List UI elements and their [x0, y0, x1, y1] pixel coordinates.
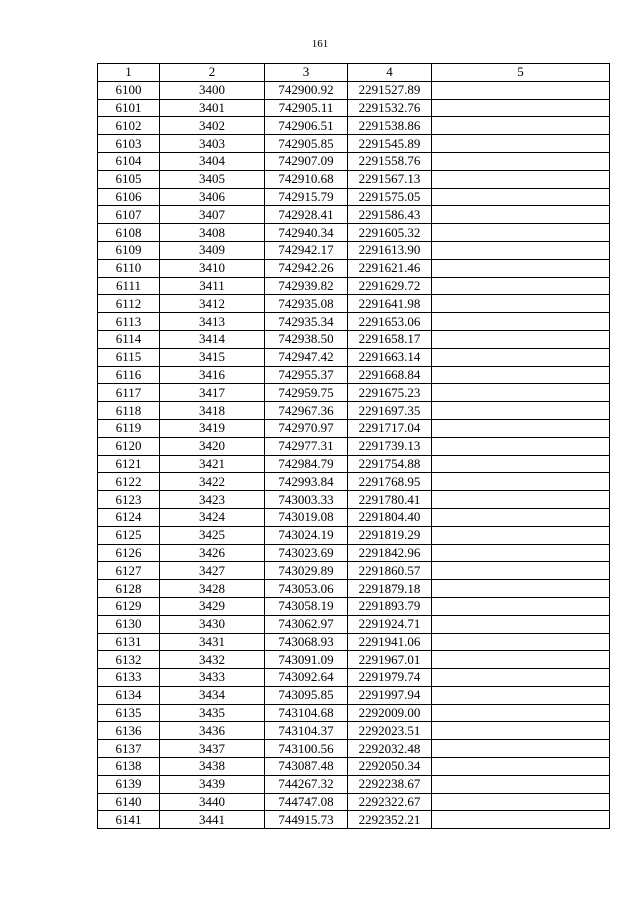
cell-point-number: 6137	[98, 740, 160, 758]
table-body	[98, 81, 610, 828]
coordinates-table	[97, 63, 610, 829]
cell-x-coordinate: 742905.11	[265, 99, 348, 117]
cell-x-coordinate: 742928.41	[265, 206, 348, 224]
cell-note	[432, 562, 610, 580]
cell-x-coordinate: 742942.17	[265, 241, 348, 259]
cell-y-coordinate: 2291605.32	[348, 224, 432, 242]
cell-note	[432, 775, 610, 793]
cell-point-id: 3436	[160, 722, 265, 740]
table-row	[98, 419, 610, 437]
cell-x-coordinate: 743068.93	[265, 633, 348, 651]
cell-point-number: 6140	[98, 793, 160, 811]
cell-point-id: 3408	[160, 224, 265, 242]
cell-point-number: 6119	[98, 419, 160, 437]
cell-y-coordinate: 2291754.88	[348, 455, 432, 473]
cell-point-number: 6105	[98, 170, 160, 188]
cell-point-id: 3420	[160, 437, 265, 455]
cell-y-coordinate: 2291768.95	[348, 473, 432, 491]
cell-x-coordinate: 742939.82	[265, 277, 348, 295]
table-row	[98, 686, 610, 704]
cell-x-coordinate: 742947.42	[265, 348, 348, 366]
cell-point-id: 3421	[160, 455, 265, 473]
cell-point-number: 6122	[98, 473, 160, 491]
table-row	[98, 188, 610, 206]
cell-x-coordinate: 743053.06	[265, 580, 348, 598]
cell-y-coordinate: 2291663.14	[348, 348, 432, 366]
cell-x-coordinate: 742915.79	[265, 188, 348, 206]
table-row	[98, 758, 610, 776]
cell-point-number: 6106	[98, 188, 160, 206]
cell-point-id: 3401	[160, 99, 265, 117]
cell-y-coordinate: 2291545.89	[348, 135, 432, 153]
cell-y-coordinate: 2292009.00	[348, 704, 432, 722]
table-row	[98, 740, 610, 758]
cell-x-coordinate: 744747.08	[265, 793, 348, 811]
column-header-3: 3	[265, 64, 348, 82]
cell-point-number: 6133	[98, 669, 160, 687]
cell-point-id: 3431	[160, 633, 265, 651]
cell-point-number: 6112	[98, 295, 160, 313]
cell-y-coordinate: 2291629.72	[348, 277, 432, 295]
cell-point-number: 6116	[98, 366, 160, 384]
cell-x-coordinate: 744267.32	[265, 775, 348, 793]
cell-y-coordinate: 2291997.94	[348, 686, 432, 704]
cell-x-coordinate: 742907.09	[265, 152, 348, 170]
cell-y-coordinate: 2292352.21	[348, 811, 432, 829]
table-row	[98, 597, 610, 615]
cell-x-coordinate: 742906.51	[265, 117, 348, 135]
cell-y-coordinate: 2291860.57	[348, 562, 432, 580]
cell-y-coordinate: 2291567.13	[348, 170, 432, 188]
cell-x-coordinate: 743062.97	[265, 615, 348, 633]
cell-x-coordinate: 743087.48	[265, 758, 348, 776]
cell-y-coordinate: 2291653.06	[348, 313, 432, 331]
cell-note	[432, 224, 610, 242]
cell-point-id: 3419	[160, 419, 265, 437]
cell-y-coordinate: 2291941.06	[348, 633, 432, 651]
cell-x-coordinate: 742967.36	[265, 402, 348, 420]
cell-note	[432, 758, 610, 776]
cell-x-coordinate: 743095.85	[265, 686, 348, 704]
cell-y-coordinate: 2291575.05	[348, 188, 432, 206]
cell-x-coordinate: 742977.31	[265, 437, 348, 455]
table-row	[98, 775, 610, 793]
cell-point-id: 3415	[160, 348, 265, 366]
cell-note	[432, 135, 610, 153]
cell-y-coordinate: 2291924.71	[348, 615, 432, 633]
cell-x-coordinate: 743104.37	[265, 722, 348, 740]
cell-point-id: 3422	[160, 473, 265, 491]
cell-point-number: 6101	[98, 99, 160, 117]
cell-point-number: 6108	[98, 224, 160, 242]
cell-point-id: 3413	[160, 313, 265, 331]
cell-y-coordinate: 2291697.35	[348, 402, 432, 420]
cell-point-id: 3405	[160, 170, 265, 188]
cell-point-number: 6136	[98, 722, 160, 740]
table-row	[98, 277, 610, 295]
cell-point-number: 6115	[98, 348, 160, 366]
cell-point-number: 6120	[98, 437, 160, 455]
cell-point-number: 6103	[98, 135, 160, 153]
cell-x-coordinate: 743100.56	[265, 740, 348, 758]
table-row	[98, 241, 610, 259]
table-row	[98, 366, 610, 384]
cell-note	[432, 686, 610, 704]
cell-x-coordinate: 742955.37	[265, 366, 348, 384]
table-row	[98, 330, 610, 348]
table-row	[98, 402, 610, 420]
table-row	[98, 633, 610, 651]
cell-x-coordinate: 742900.92	[265, 81, 348, 99]
cell-point-id: 3416	[160, 366, 265, 384]
cell-point-id: 3406	[160, 188, 265, 206]
cell-note	[432, 384, 610, 402]
cell-point-number: 6107	[98, 206, 160, 224]
cell-point-number: 6126	[98, 544, 160, 562]
cell-note	[432, 81, 610, 99]
table-row	[98, 348, 610, 366]
table-row	[98, 135, 610, 153]
cell-x-coordinate: 742905.85	[265, 135, 348, 153]
cell-x-coordinate: 743003.33	[265, 491, 348, 509]
cell-point-id: 3439	[160, 775, 265, 793]
cell-y-coordinate: 2291842.96	[348, 544, 432, 562]
cell-y-coordinate: 2291586.43	[348, 206, 432, 224]
cell-note	[432, 508, 610, 526]
cell-point-id: 3432	[160, 651, 265, 669]
cell-point-number: 6134	[98, 686, 160, 704]
table-row	[98, 526, 610, 544]
cell-y-coordinate: 2291621.46	[348, 259, 432, 277]
cell-y-coordinate: 2292032.48	[348, 740, 432, 758]
cell-note	[432, 491, 610, 509]
cell-point-number: 6100	[98, 81, 160, 99]
cell-x-coordinate: 743023.69	[265, 544, 348, 562]
table-row	[98, 99, 610, 117]
cell-point-number: 6117	[98, 384, 160, 402]
cell-note	[432, 669, 610, 687]
cell-y-coordinate: 2291532.76	[348, 99, 432, 117]
cell-point-id: 3410	[160, 259, 265, 277]
column-header-5: 5	[432, 64, 610, 82]
table-row	[98, 384, 610, 402]
cell-note	[432, 704, 610, 722]
table-row	[98, 508, 610, 526]
cell-x-coordinate: 742942.26	[265, 259, 348, 277]
cell-note	[432, 793, 610, 811]
cell-y-coordinate: 2292023.51	[348, 722, 432, 740]
cell-point-number: 6130	[98, 615, 160, 633]
cell-point-number: 6102	[98, 117, 160, 135]
cell-point-number: 6104	[98, 152, 160, 170]
cell-note	[432, 313, 610, 331]
cell-x-coordinate: 742970.97	[265, 419, 348, 437]
table-row	[98, 455, 610, 473]
cell-point-number: 6135	[98, 704, 160, 722]
cell-point-number: 6113	[98, 313, 160, 331]
cell-y-coordinate: 2292322.67	[348, 793, 432, 811]
cell-note	[432, 117, 610, 135]
cell-note	[432, 330, 610, 348]
column-header-4: 4	[348, 64, 432, 82]
cell-point-id: 3409	[160, 241, 265, 259]
cell-point-number: 6127	[98, 562, 160, 580]
cell-x-coordinate: 743092.64	[265, 669, 348, 687]
cell-y-coordinate: 2291979.74	[348, 669, 432, 687]
cell-y-coordinate: 2291804.40	[348, 508, 432, 526]
cell-y-coordinate: 2291641.98	[348, 295, 432, 313]
cell-x-coordinate: 742993.84	[265, 473, 348, 491]
cell-note	[432, 188, 610, 206]
cell-point-number: 6132	[98, 651, 160, 669]
table-row	[98, 81, 610, 99]
cell-note	[432, 811, 610, 829]
cell-point-id: 3400	[160, 81, 265, 99]
cell-note	[432, 651, 610, 669]
cell-y-coordinate: 2291717.04	[348, 419, 432, 437]
cell-point-number: 6129	[98, 597, 160, 615]
cell-note	[432, 455, 610, 473]
cell-note	[432, 526, 610, 544]
cell-note	[432, 437, 610, 455]
cell-point-number: 6114	[98, 330, 160, 348]
cell-note	[432, 241, 610, 259]
cell-point-id: 3427	[160, 562, 265, 580]
cell-point-number: 6110	[98, 259, 160, 277]
table-row	[98, 437, 610, 455]
cell-x-coordinate: 742910.68	[265, 170, 348, 188]
cell-note	[432, 597, 610, 615]
cell-point-id: 3426	[160, 544, 265, 562]
cell-point-number: 6123	[98, 491, 160, 509]
cell-y-coordinate: 2291675.23	[348, 384, 432, 402]
cell-y-coordinate: 2291527.89	[348, 81, 432, 99]
cell-note	[432, 615, 610, 633]
cell-y-coordinate: 2291739.13	[348, 437, 432, 455]
cell-point-id: 3434	[160, 686, 265, 704]
column-header-2: 2	[160, 64, 265, 82]
cell-point-id: 3435	[160, 704, 265, 722]
cell-point-number: 6131	[98, 633, 160, 651]
cell-point-id: 3417	[160, 384, 265, 402]
table-row	[98, 562, 610, 580]
table-row	[98, 580, 610, 598]
table-row	[98, 651, 610, 669]
cell-note	[432, 170, 610, 188]
cell-x-coordinate: 743029.89	[265, 562, 348, 580]
cell-point-id: 3402	[160, 117, 265, 135]
cell-note	[432, 722, 610, 740]
cell-x-coordinate: 742935.08	[265, 295, 348, 313]
cell-y-coordinate: 2291893.79	[348, 597, 432, 615]
cell-note	[432, 259, 610, 277]
cell-x-coordinate: 742984.79	[265, 455, 348, 473]
cell-y-coordinate: 2291879.18	[348, 580, 432, 598]
cell-x-coordinate: 742940.34	[265, 224, 348, 242]
cell-point-id: 3412	[160, 295, 265, 313]
table-row	[98, 811, 610, 829]
table-row	[98, 206, 610, 224]
cell-note	[432, 633, 610, 651]
cell-note	[432, 473, 610, 491]
table-row	[98, 152, 610, 170]
table-row	[98, 117, 610, 135]
cell-point-number: 6109	[98, 241, 160, 259]
cell-x-coordinate: 743024.19	[265, 526, 348, 544]
cell-point-id: 3407	[160, 206, 265, 224]
column-header-1: 1	[98, 64, 160, 82]
cell-note	[432, 277, 610, 295]
cell-note	[432, 206, 610, 224]
cell-point-number: 6121	[98, 455, 160, 473]
cell-point-id: 3404	[160, 152, 265, 170]
table-row	[98, 295, 610, 313]
table-row	[98, 313, 610, 331]
cell-point-number: 6139	[98, 775, 160, 793]
cell-y-coordinate: 2291967.01	[348, 651, 432, 669]
cell-note	[432, 544, 610, 562]
cell-point-id: 3403	[160, 135, 265, 153]
cell-x-coordinate: 743058.19	[265, 597, 348, 615]
cell-point-id: 3425	[160, 526, 265, 544]
cell-note	[432, 152, 610, 170]
cell-x-coordinate: 743091.09	[265, 651, 348, 669]
cell-point-id: 3430	[160, 615, 265, 633]
cell-note	[432, 419, 610, 437]
cell-y-coordinate: 2291819.29	[348, 526, 432, 544]
cell-point-id: 3428	[160, 580, 265, 598]
page-number: 161	[311, 38, 329, 50]
cell-point-id: 3418	[160, 402, 265, 420]
cell-point-id: 3423	[160, 491, 265, 509]
cell-point-id: 3424	[160, 508, 265, 526]
cell-note	[432, 402, 610, 420]
cell-x-coordinate: 742938.50	[265, 330, 348, 348]
cell-note	[432, 295, 610, 313]
cell-point-number: 6111	[98, 277, 160, 295]
table-row	[98, 170, 610, 188]
cell-x-coordinate: 742935.34	[265, 313, 348, 331]
table-row	[98, 259, 610, 277]
cell-note	[432, 348, 610, 366]
table-row	[98, 615, 610, 633]
cell-y-coordinate: 2291780.41	[348, 491, 432, 509]
cell-y-coordinate: 2291613.90	[348, 241, 432, 259]
cell-point-id: 3429	[160, 597, 265, 615]
cell-y-coordinate: 2292238.67	[348, 775, 432, 793]
table-header-row	[98, 64, 610, 82]
cell-point-id: 3438	[160, 758, 265, 776]
cell-note	[432, 580, 610, 598]
cell-point-number: 6141	[98, 811, 160, 829]
cell-point-number: 6124	[98, 508, 160, 526]
cell-y-coordinate: 2291558.76	[348, 152, 432, 170]
table-row	[98, 224, 610, 242]
cell-point-id: 3441	[160, 811, 265, 829]
cell-x-coordinate: 742959.75	[265, 384, 348, 402]
table-row	[98, 544, 610, 562]
table-row	[98, 722, 610, 740]
cell-point-number: 6125	[98, 526, 160, 544]
cell-y-coordinate: 2291668.84	[348, 366, 432, 384]
cell-note	[432, 740, 610, 758]
cell-y-coordinate: 2292050.34	[348, 758, 432, 776]
cell-point-number: 6138	[98, 758, 160, 776]
cell-point-id: 3411	[160, 277, 265, 295]
cell-point-id: 3414	[160, 330, 265, 348]
cell-note	[432, 99, 610, 117]
table-row	[98, 473, 610, 491]
cell-x-coordinate: 744915.73	[265, 811, 348, 829]
cell-x-coordinate: 743104.68	[265, 704, 348, 722]
cell-point-id: 3437	[160, 740, 265, 758]
table-row	[98, 669, 610, 687]
cell-x-coordinate: 743019.08	[265, 508, 348, 526]
cell-point-number: 6118	[98, 402, 160, 420]
cell-point-id: 3433	[160, 669, 265, 687]
table-row	[98, 491, 610, 509]
cell-point-number: 6128	[98, 580, 160, 598]
cell-point-id: 3440	[160, 793, 265, 811]
cell-y-coordinate: 2291658.17	[348, 330, 432, 348]
cell-y-coordinate: 2291538.86	[348, 117, 432, 135]
cell-note	[432, 366, 610, 384]
table-row	[98, 704, 610, 722]
table-row	[98, 793, 610, 811]
